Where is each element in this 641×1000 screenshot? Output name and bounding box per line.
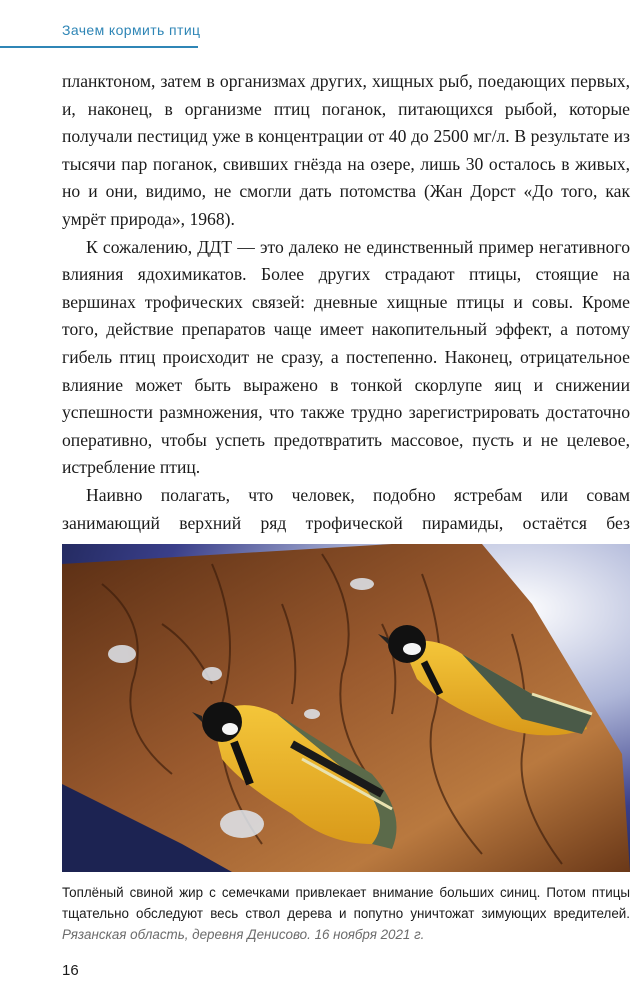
caption-text: Топлёный свиной жир с семечками привлекает внимание больших синиц. Потом птицы тщательно обследуют весь ствол дерева и попутно уничтожат зимующих вредителей. — [62, 885, 630, 921]
paragraph: К сожалению, ДДТ — это далеко не единственный пример негативного влияния ядохимикатов. Более других страдают птицы, стоящие на вершинах трофических связей: дневные хищные птицы и совы. Кроме того, действие препаратов чаще имеет накопительный эффект, а потому гибель птиц происходит не сразу, а постепенно. Наконец, отрицательное влияние может быть выражено в тонкой скорлупе яиц и снижении успешности размножения, что также трудно зарегистрировать достаточно оперативно, чтобы успеть предотвратить массовое, пусть и не целевое, истребление птиц. — [62, 236, 630, 478]
photo-caption — [62, 882, 630, 945]
paragraph: Наивно полагать, что человек, подобно ястребам или совам занимающий верхний ряд трофической пирамиды, остаётся без — [62, 484, 630, 533]
header-rule — [0, 46, 198, 48]
running-header-title: Зачем кормить птиц — [62, 22, 201, 38]
photo-great-tits-on-tree — [62, 544, 630, 872]
page-number: 16 — [62, 962, 79, 979]
caption-meta: Рязанская область, деревня Денисово. 16 ноября 2021 г. — [62, 927, 425, 942]
body-text — [62, 68, 630, 592]
paragraph: планктоном, затем в организмах других, хищных рыб, поедающих первых, и, наконец, в организме птиц поганок, питающихся рыбой, которые получали пестицид уже в концентрации от 40 до 2500 мг/л. В результате из тысячи пар поганок, свивших гнёзда на озере, лишь 30 осталось в живых, но и они, видимо, не смогли дать потомства (Жан Дорст «До того, как умрёт природа», 1968). — [62, 71, 630, 229]
photo-illustration — [62, 544, 630, 872]
